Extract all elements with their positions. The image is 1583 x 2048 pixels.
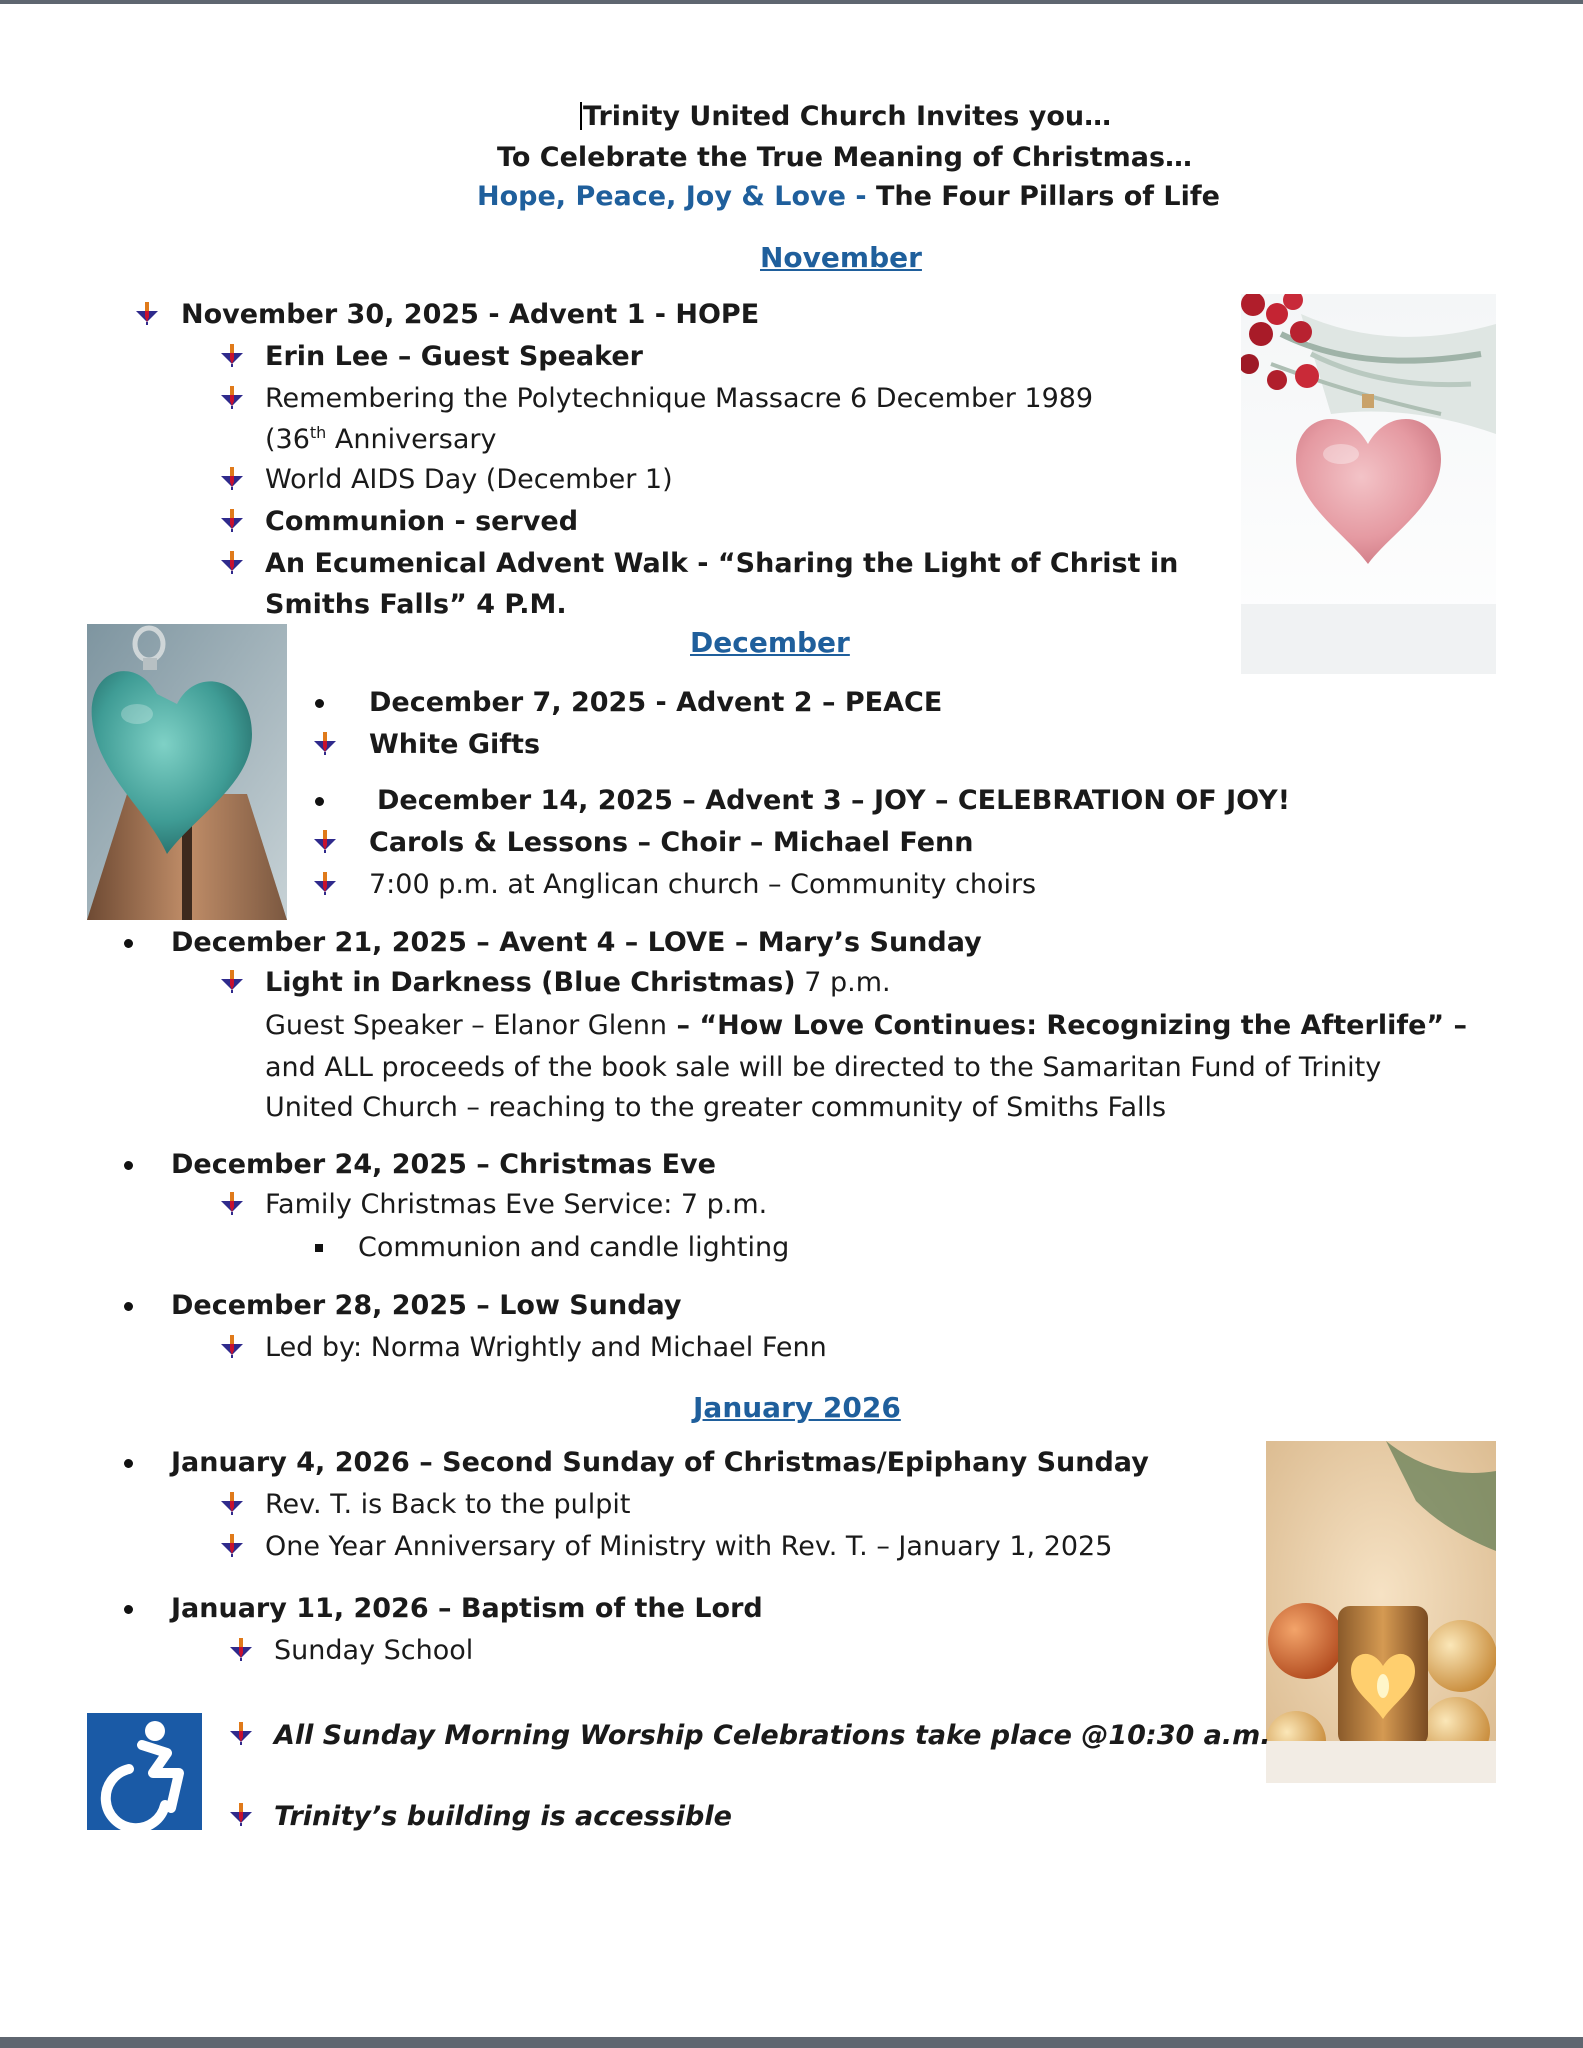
advent-walk-item-cont: Smiths Falls” 4 P.M. xyxy=(265,589,567,620)
anniv-number: (36 xyxy=(265,424,310,455)
round-bullet xyxy=(124,1605,133,1614)
round-bullet xyxy=(124,1161,133,1170)
title-line-2: To Celebrate the True Meaning of Christmas… xyxy=(497,142,1193,173)
teal-heart-ornament-photo xyxy=(87,624,287,920)
arrow-bullet-icon xyxy=(219,342,245,368)
december-7-entry: December 7, 2025 - Advent 2 – PEACE xyxy=(369,687,943,718)
accessibility-wheelchair-icon xyxy=(87,1713,202,1830)
december-21-entry: December 21, 2025 – Avent 4 – LOVE – Mary’s Sunday xyxy=(171,927,982,958)
arrow-bullet-icon xyxy=(228,1720,254,1746)
communion-item: Communion - served xyxy=(265,506,579,537)
arrow-bullet-icon xyxy=(312,828,338,854)
white-gifts-item: White Gifts xyxy=(369,729,541,760)
ministry-anniversary-item: One Year Anniversary of Ministry with Rev. T. – January 1, 2025 xyxy=(265,1531,1113,1562)
blue-christmas-time: 7 p.m. xyxy=(795,967,891,998)
arrow-bullet-icon xyxy=(219,1490,245,1516)
arrow-bullet-icon xyxy=(219,549,245,575)
guest-speaker-name: Guest Speaker – Elanor Glenn xyxy=(265,1010,668,1041)
arrow-bullet-icon xyxy=(312,870,338,896)
january-heading: January 2026 xyxy=(693,1391,901,1424)
january-4-entry: January 4, 2026 – Second Sunday of Christmas/Epiphany Sunday xyxy=(171,1447,1149,1478)
pillars-black-text: The Four Pillars of Life xyxy=(875,181,1220,212)
november-heading: November xyxy=(760,241,922,274)
arrow-bullet-icon xyxy=(219,465,245,491)
candle-jar-ornaments-photo xyxy=(1266,1441,1496,1783)
anniversary-line xyxy=(265,423,496,457)
arrow-bullet-icon xyxy=(219,1333,245,1359)
blue-christmas-title: Light in Darkness (Blue Christmas) xyxy=(265,967,796,998)
arrow-bullet-icon xyxy=(219,384,245,410)
candle-lighting-item: Communion and candle lighting xyxy=(358,1232,790,1263)
led-by-item: Led by: Norma Wrightly and Michael Fenn xyxy=(265,1332,827,1363)
carols-lessons-item: Carols & Lessons – Choir – Michael Fenn xyxy=(369,827,974,858)
arrow-bullet-icon xyxy=(228,1801,254,1827)
pillars-blue-text: Hope, Peace, Joy & Love - xyxy=(477,181,876,212)
book-title: – “How Love Continues: Recognizing the Afterlife” – xyxy=(667,1010,1468,1041)
window-top-border xyxy=(0,0,1583,4)
proceeds-line-1: and ALL proceeds of the book sale will be directed to the Samaritan Fund of Trinity xyxy=(265,1052,1382,1083)
family-service-item: Family Christmas Eve Service: 7 p.m. xyxy=(265,1189,768,1220)
text-cursor xyxy=(580,102,582,130)
arrow-bullet-icon xyxy=(219,1532,245,1558)
world-aids-day-item: World AIDS Day (December 1) xyxy=(265,464,673,495)
january-11-entry: January 11, 2026 – Baptism of the Lord xyxy=(171,1593,763,1624)
red-heart-ornament-photo xyxy=(1241,294,1496,674)
polytechnique-item: Remembering the Polytechnique Massacre 6 December 1989 xyxy=(265,383,1094,414)
erin-lee-item: Erin Lee – Guest Speaker xyxy=(265,341,643,372)
anglican-choirs-item: 7:00 p.m. at Anglican church – Community choirs xyxy=(369,869,1037,900)
arrow-bullet-icon xyxy=(219,968,245,994)
december-14-entry: December 14, 2025 – Advent 3 – JOY – CELEBRATION OF JOY! xyxy=(377,785,1291,816)
window-bottom-border xyxy=(0,2037,1583,2048)
arrow-bullet-icon xyxy=(228,1636,254,1662)
arrow-bullet-icon xyxy=(312,730,338,756)
advent-walk-item: An Ecumenical Advent Walk - “Sharing the Light of Christ in xyxy=(265,548,1179,579)
november-30-entry: November 30, 2025 - Advent 1 - HOPE xyxy=(181,299,760,330)
blue-christmas-item xyxy=(265,966,891,1000)
december-28-entry: December 28, 2025 – Low Sunday xyxy=(171,1290,682,1321)
pulpit-item: Rev. T. is Back to the pulpit xyxy=(265,1489,631,1520)
anniv-text: Anniversary xyxy=(326,424,497,455)
title-line-1: Trinity United Church Invites you… xyxy=(580,100,1111,134)
square-bullet xyxy=(315,1244,323,1252)
accessible-building-note: Trinity’s building is accessible xyxy=(274,1801,732,1832)
arrow-bullet-icon xyxy=(134,300,160,326)
round-bullet xyxy=(315,797,324,806)
arrow-bullet-icon xyxy=(219,507,245,533)
guest-speaker-line xyxy=(265,1009,1467,1043)
december-heading: December xyxy=(690,626,850,659)
round-bullet xyxy=(315,699,324,708)
anniv-superscript: th xyxy=(309,423,327,442)
proceeds-line-2: United Church – reaching to the greater community of Smiths Falls xyxy=(265,1092,1167,1123)
worship-time-note: All Sunday Morning Worship Celebrations take place @10:30 a.m. xyxy=(274,1720,1271,1751)
title-line-3 xyxy=(477,180,1220,214)
arrow-bullet-icon xyxy=(219,1190,245,1216)
round-bullet xyxy=(124,939,133,948)
round-bullet xyxy=(124,1459,133,1468)
round-bullet xyxy=(124,1302,133,1311)
sunday-school-item: Sunday School xyxy=(274,1635,474,1666)
december-24-entry: December 24, 2025 – Christmas Eve xyxy=(171,1149,716,1180)
